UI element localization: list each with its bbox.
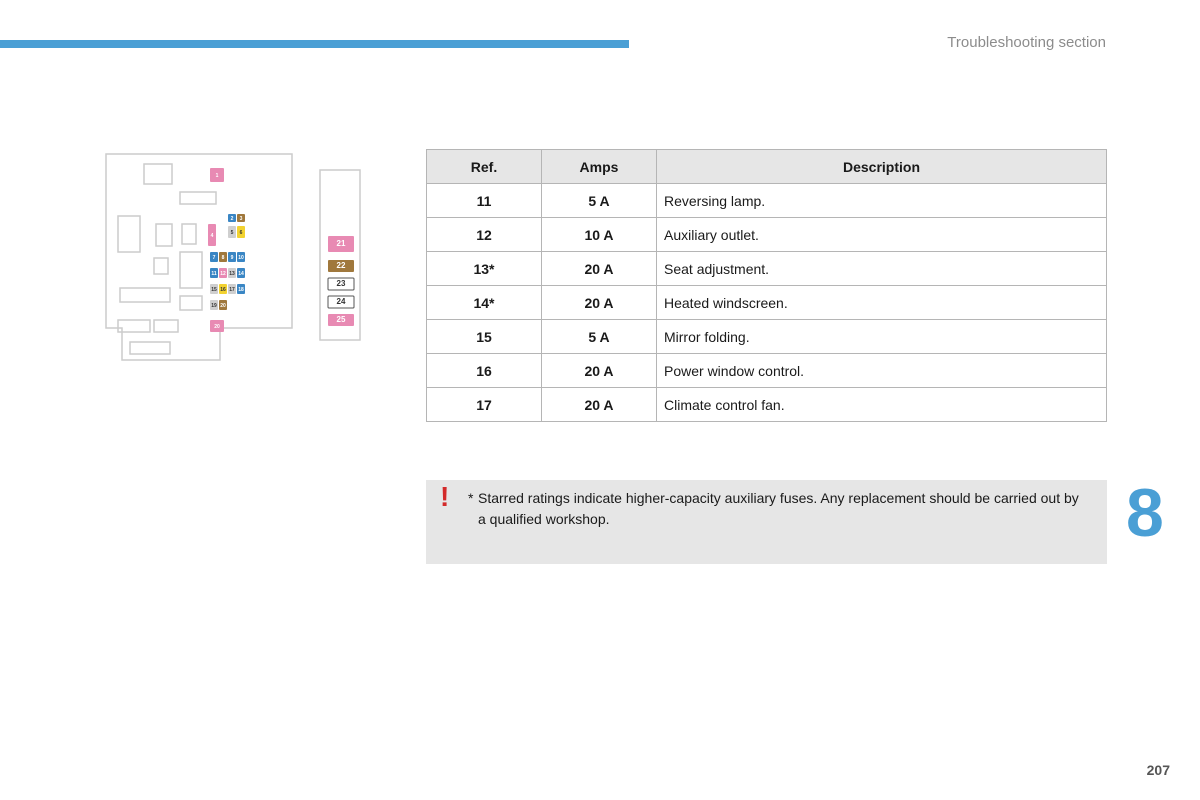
fuse-rating-cell: 20 A: [542, 286, 657, 320]
fuse-label: 4: [210, 233, 214, 240]
table-row: [427, 218, 1107, 252]
slot-outline: [120, 288, 170, 302]
fuse-label: 22: [336, 261, 346, 271]
fuse-box-diagram: [100, 148, 370, 368]
fuse-label: 23: [336, 279, 346, 289]
fuse-label: 15: [211, 287, 217, 294]
fuse-label: 14: [238, 271, 244, 278]
table-row: [427, 252, 1107, 286]
fuse-number-cell: 11: [427, 184, 542, 218]
fuse-rating-cell: 5 A: [542, 184, 657, 218]
slot-outline: [154, 258, 168, 274]
fuse-function-cell: Mirror folding.: [657, 320, 1107, 354]
fuse-function-cell: Seat adjustment.: [657, 252, 1107, 286]
fuse-number-cell: 15: [427, 320, 542, 354]
fuse-number-cell: 12: [427, 218, 542, 252]
column-header: Amps: [542, 150, 657, 184]
chapter-number: 8: [1126, 475, 1164, 551]
fuse-function-cell: Heated windscreen.: [657, 286, 1107, 320]
slot-outline: [180, 192, 216, 204]
table-row: [427, 388, 1107, 422]
slot-outline: [144, 164, 172, 184]
fuse-rating-cell: 5 A: [542, 320, 657, 354]
fuse-label: 16: [220, 287, 226, 294]
fuse-function-cell: Power window control.: [657, 354, 1107, 388]
fuse-label: 12: [220, 271, 226, 278]
fuse-label: 21: [336, 239, 346, 249]
note-marker: *: [468, 490, 474, 506]
fuse-number-cell: 16: [427, 354, 542, 388]
fuse-label: 6: [239, 230, 243, 237]
fuse-label: 5: [230, 230, 234, 237]
fuse-label: 11: [211, 271, 217, 278]
note-text: Starred ratings indicate higher-capacity auxiliary fuses. Any replacement should be carried out by a qualified workshop.: [478, 490, 1079, 527]
fuse-box-outline: [106, 154, 292, 360]
slot-outline: [180, 296, 202, 310]
fuse-label: 2: [230, 216, 234, 223]
slot-outline: [154, 320, 178, 332]
fuse-label: 19: [211, 303, 217, 310]
fuse-label: 7: [212, 255, 216, 262]
fuse-label: 13: [229, 271, 235, 278]
fuse-number-cell: 17: [427, 388, 542, 422]
fuse-rating-cell: 10 A: [542, 218, 657, 252]
slot-outline: [118, 320, 150, 332]
fuse-label: 8: [221, 255, 225, 262]
fuse-label: 24: [336, 297, 346, 307]
fuse-label: 9: [230, 255, 234, 262]
column-header: Ref.: [427, 150, 542, 184]
fuse-function-cell: Reversing lamp.: [657, 184, 1107, 218]
table-header-row: [427, 150, 1107, 184]
page-number: 207: [1146, 762, 1170, 778]
slot-outline: [156, 224, 172, 246]
table-row: [427, 320, 1107, 354]
fuse-rating-cell: 20 A: [542, 252, 657, 286]
section-title: Troubleshooting section: [947, 34, 1106, 51]
fuse-label: 20: [214, 324, 220, 331]
fuse-rating-cell: 20 A: [542, 388, 657, 422]
table-row: [427, 286, 1107, 320]
slot-outline: [182, 224, 196, 244]
table-row: [427, 184, 1107, 218]
fuse-rating-cell: 20 A: [542, 354, 657, 388]
fuse-label: 1: [215, 173, 219, 180]
column-header: Description: [657, 150, 1107, 184]
fuse-function-cell: Auxiliary outlet.: [657, 218, 1107, 252]
fuse-label: 25: [336, 315, 346, 325]
fuse-label: 3: [239, 216, 243, 223]
header-accent-bar: [0, 40, 629, 48]
fuse-number-cell: 13*: [427, 252, 542, 286]
slot-outline: [180, 252, 202, 288]
fuse-table: [426, 149, 1107, 422]
slot-outline: [130, 342, 170, 354]
fuse-number-cell: 14*: [427, 286, 542, 320]
fuse-label: 17: [229, 287, 235, 294]
fuse-label: 20: [220, 303, 226, 310]
fuse-label: 10: [238, 255, 244, 262]
slot-outline: [118, 216, 140, 252]
exclamation-icon: !: [440, 481, 450, 512]
warning-note: [426, 480, 1107, 564]
fuse-label: 18: [238, 287, 244, 294]
table-row: [427, 354, 1107, 388]
fuse-function-cell: Climate control fan.: [657, 388, 1107, 422]
